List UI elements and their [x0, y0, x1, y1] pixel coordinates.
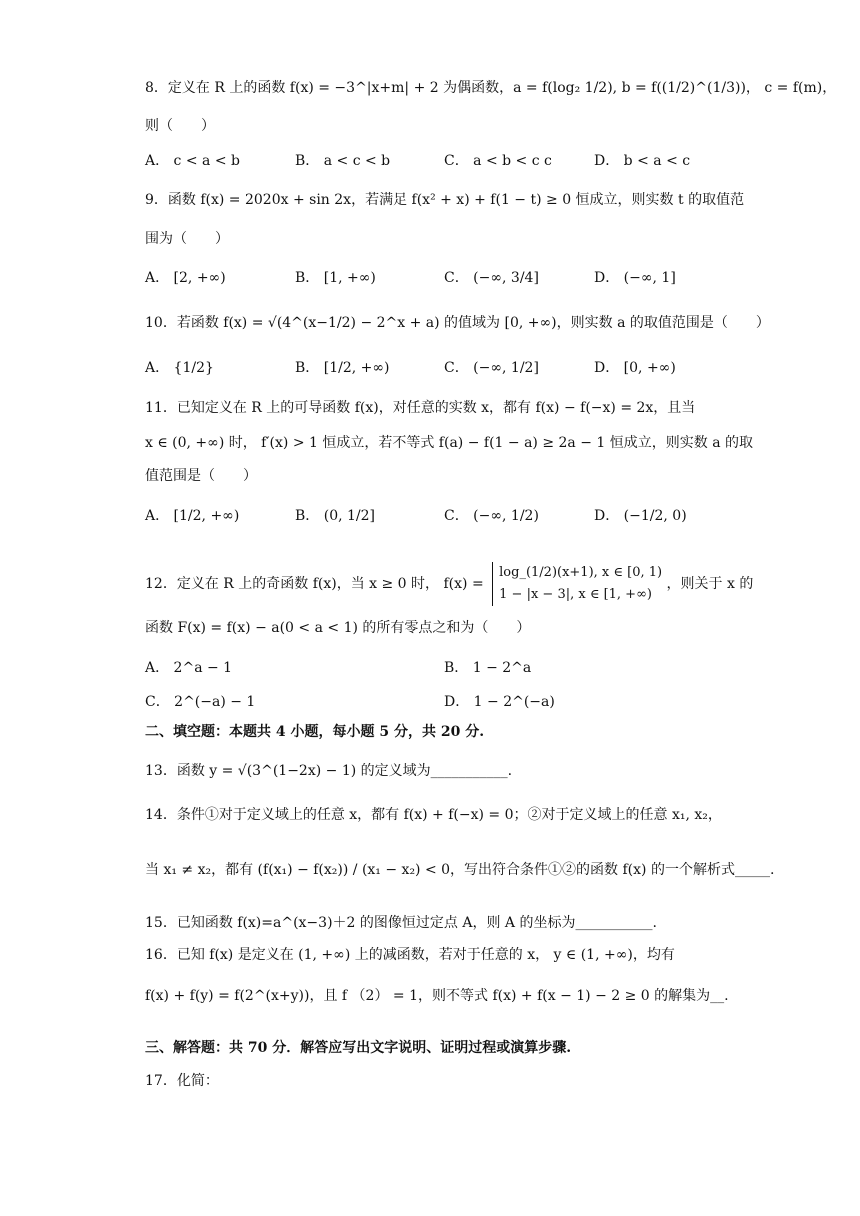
question-15: 15．已知函数 f(x)=a^(x−3)＋2 的图像恒过定点 A，则 A 的坐标为___________. — [145, 915, 657, 931]
question-10-option-d: D． [0, +∞) — [594, 360, 676, 376]
question-12-prompt: 函数 F(x) = f(x) − a(0 < a < 1) 的所有零点之和为（ ） — [145, 620, 531, 636]
piecewise-brace — [492, 562, 662, 606]
question-10-option-c: C． (−∞, 1/2] — [444, 360, 539, 376]
question-10-option-b: B． [1/2, +∞) — [295, 360, 390, 376]
piecewise-case-2: 1 − |x − 3|, x ∈ [1, +∞) — [499, 587, 652, 602]
question-11-stem: 11．已知定义在 R 上的可导函数 f(x)，对任意的实数 x，都有 f(x) − f(−x) = 2x，且当 — [145, 400, 696, 416]
question-9-option-c: C． (−∞, 3/4] — [444, 270, 539, 286]
question-11-option-d: D． (−1/2, 0) — [594, 508, 687, 524]
question-16-stem: 16．已知 f(x) 是定义在 (1, +∞) 上的减函数，若对于任意的 x， y ∈ (1, +∞)，均有 — [145, 947, 675, 963]
piecewise-case-1: log_(1/2)(x+1), x ∈ [0, 1) — [499, 565, 663, 580]
question-11-prompt: 值范围是（ ） — [145, 468, 257, 484]
question-10-stem: 10．若函数 f(x) = √(4^(x−1/2) − 2^x + a) 的值域为 [0, +∞)，则实数 a 的取值范围是（ ） — [145, 315, 770, 331]
question-12-stem-end: ，则关于 x 的 — [666, 576, 754, 592]
question-12-option-b: B． 1 − 2^a — [444, 660, 532, 676]
question-12-stem-start: 12．定义在 R 上的奇函数 f(x)，当 x ≥ 0 时， f(x) = — [145, 576, 484, 592]
question-11-option-c: C． (−∞, 1/2) — [444, 508, 539, 524]
question-8-option-b: B． a < c < b — [295, 153, 391, 169]
question-14-stem: 14．条件①对于定义域上的任意 x，都有 f(x) + f(−x) = 0；②对于定义域上的任意 x₁, x₂， — [145, 807, 722, 823]
question-12-option-a: A． 2^a − 1 — [145, 660, 233, 676]
question-8-prompt: 则（ ） — [145, 118, 215, 134]
question-17: 17．化简： — [145, 1073, 219, 1089]
question-9-option-d: D． (−∞, 1] — [594, 270, 676, 286]
question-11-option-b: B． (0, 1/2] — [295, 508, 376, 524]
question-11-option-a: A． [1/2, +∞) — [145, 508, 240, 524]
question-8-stem: 8．定义在 R 上的函数 f(x) = −3^|x+m| + 2 为偶函数，a = f(log₂ 1/2), b = f((1/2)^(1/3))， c = f(m)， — [145, 80, 837, 96]
question-11-stem-line2: x ∈ (0, +∞) 时， f′(x) > 1 恒成立，若不等式 f(a) − f(1 − a) ≥ 2a − 1 恒成立，则实数 a 的取 — [145, 435, 753, 451]
question-12-option-c: C． 2^(−a) − 1 — [145, 694, 256, 710]
question-10-option-a: A． {1/2} — [145, 360, 214, 376]
section-3-heading: 三、解答题：共 70 分．解答应写出文字说明、证明过程或演算步骤. — [145, 1040, 572, 1056]
question-9-prompt: 围为（ ） — [145, 231, 229, 247]
question-8-option-d: D． b < a < c — [594, 153, 691, 169]
question-8-option-c: C． a < b < c c — [444, 153, 552, 169]
question-16-stem-line2: f(x) + f(y) = f(2^(x+y))，且 f （2） = 1，则不等式 f(x) + f(x − 1) − 2 ≥ 0 的解集为__. — [145, 988, 729, 1004]
section-2-heading: 二、填空题：本题共 4 小题，每小题 5 分，共 20 分. — [145, 724, 485, 740]
question-12-option-d: D． 1 − 2^(−a) — [444, 694, 555, 710]
question-9-stem: 9．函数 f(x) = 2020x + sin 2x，若满足 f(x² + x) + f(1 − t) ≥ 0 恒成立，则实数 t 的取值范 — [145, 192, 745, 208]
question-13: 13．函数 y = √(3^(1−2x) − 1) 的定义域为___________. — [145, 763, 513, 779]
question-14-stem-line2: 当 x₁ ≠ x₂，都有 (f(x₁) − f(x₂)) / (x₁ − x₂) < 0，写出符合条件①②的函数 f(x) 的一个解析式_____. — [145, 862, 775, 878]
question-9-option-a: A． [2, +∞) — [145, 270, 226, 286]
question-12-stem — [145, 562, 753, 606]
question-9-option-b: B． [1, +∞) — [295, 270, 376, 286]
question-8-option-a: A． c < a < b — [145, 153, 240, 169]
